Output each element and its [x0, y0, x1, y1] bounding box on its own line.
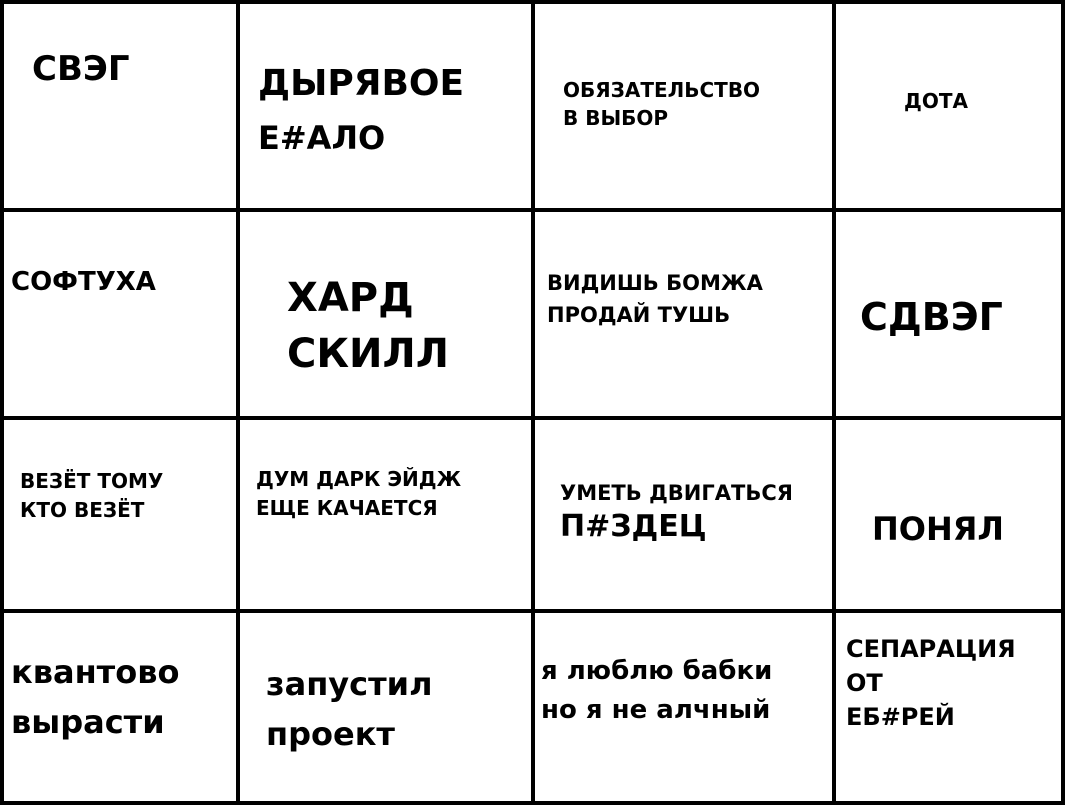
- cell-line: проект: [266, 714, 395, 753]
- cell-line: ОБЯЗАТЕЛЬСТВО: [563, 78, 761, 102]
- cell-line: П#ЗДЕЦ: [560, 509, 707, 545]
- grid-line: [832, 0, 836, 805]
- cell-line: СВЭГ: [32, 49, 130, 89]
- cell-line: СЕПАРАЦИЯ: [846, 635, 1016, 663]
- grid-line: [0, 416, 1065, 420]
- bingo-cell: [11, 648, 179, 747]
- bingo-cell: [20, 467, 163, 525]
- cell-line: вырасти: [11, 702, 165, 741]
- cell-line: СДВЭГ: [860, 295, 1003, 339]
- cell-line: ДУМ ДАРК ЭЙДЖ: [256, 467, 462, 491]
- cell-line: ВЕЗЁТ ТОМУ: [20, 469, 164, 493]
- cell-line: КТО ВЕЗЁТ: [20, 498, 145, 522]
- cell-line: ПРОДАЙ ТУШЬ: [547, 302, 731, 327]
- cell-line: я люблю бабки: [541, 656, 773, 686]
- bingo-cell: [287, 270, 449, 382]
- cell-line: ДЫРЯВОЕ: [258, 63, 465, 104]
- cell-line: ДОТА: [904, 89, 968, 113]
- cell-line: Е#АЛО: [258, 118, 386, 157]
- bingo-cell: [541, 652, 772, 730]
- bingo-cell: [266, 660, 433, 759]
- grid-line: [0, 0, 4, 805]
- bingo-cell: [860, 296, 1003, 339]
- cell-line: запустил: [266, 665, 433, 703]
- bingo-cell: [32, 50, 129, 88]
- bingo-cell: [258, 55, 464, 164]
- cell-line: ПОНЯЛ: [872, 510, 1004, 548]
- cell-line: ВИДИШЬ БОМЖА: [547, 271, 763, 295]
- cell-line: СКИЛЛ: [287, 331, 449, 377]
- bingo-cell: [846, 632, 1016, 734]
- grid-line: [531, 0, 535, 805]
- grid-line: [0, 0, 1065, 4]
- bingo-cell: [11, 268, 156, 297]
- bingo-cell: [904, 90, 968, 112]
- bingo-cell: [256, 465, 461, 523]
- cell-line: ЕЩЕ КАЧАЕТСЯ: [256, 496, 438, 520]
- bingo-cell: [547, 268, 763, 331]
- cell-line: квантово: [11, 653, 180, 691]
- cell-line: но я не алчный: [541, 695, 771, 725]
- bingo-cell: [560, 480, 793, 546]
- grid-line: [236, 0, 240, 805]
- cell-line: В ВЫБОР: [563, 106, 669, 130]
- grid-line: [0, 208, 1065, 212]
- cell-line: ЕБ#РЕЙ: [846, 703, 955, 732]
- bingo-cell: [872, 512, 1004, 548]
- cell-line: СОФТУХА: [11, 267, 156, 297]
- bingo-cell: [563, 76, 760, 132]
- cell-line: ОТ: [846, 669, 883, 698]
- cell-line: УМЕТЬ ДВИГАТЬСЯ: [560, 481, 793, 505]
- cell-line: ХАРД: [287, 275, 414, 321]
- grid-line: [0, 609, 1065, 613]
- grid-line: [0, 801, 1065, 805]
- grid-line: [1061, 0, 1065, 805]
